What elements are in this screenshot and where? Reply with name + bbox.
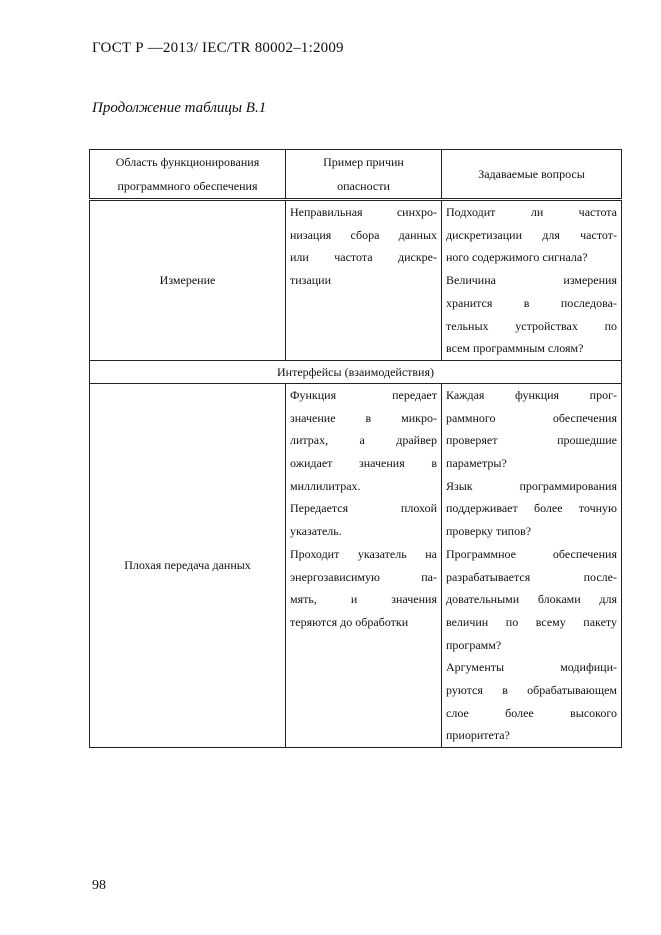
cause-line: Неправильная синхро- [290, 205, 437, 219]
question-line: Величина измерения [446, 273, 617, 288]
question-line: величин по всему пакету [446, 614, 617, 629]
cause-line: указатель. [290, 524, 342, 539]
question-line: довательными блоками для [446, 592, 617, 607]
column-header-area-line-1: Область функционирования [115, 155, 260, 169]
cause-line: миллилитрах. [290, 478, 361, 493]
causes-cell [286, 200, 442, 361]
questions-cell [442, 383, 622, 747]
cause-line: мять, и значения [290, 592, 437, 607]
column-header-causes-line-2: опасности [337, 179, 390, 193]
document-header: ГОСТ Р —2013/ IEC/TR 80002–1:2009 [92, 40, 344, 56]
question-line: раммного обеспечения [446, 410, 617, 425]
question-line: поддерживает более точную [446, 501, 617, 516]
requirements-table [89, 149, 622, 748]
question-line: проверяет прошедшие [446, 433, 617, 448]
question-line: программ? [446, 637, 502, 652]
column-header-causes-line-1: Пример причин [323, 155, 404, 169]
question-line: слое более высокого [446, 705, 617, 720]
causes-cell [286, 383, 442, 747]
area-cell: Плохая передача данных [90, 383, 286, 747]
column-header-questions-line-1: Задаваемые вопросы [478, 167, 585, 181]
question-line: Каждая функция прог- [446, 387, 617, 402]
cause-line: Функция передает [290, 387, 437, 402]
cause-line: или частота дискре- [290, 250, 437, 265]
column-header-causes [286, 150, 442, 200]
question-line: всем программным слоям? [446, 341, 584, 356]
section-row [90, 360, 622, 383]
question-line: руются в обрабатывающем [446, 683, 617, 698]
question-line: Язык программирования [446, 478, 617, 493]
question-line: тельных устройствах по [446, 318, 617, 333]
area-cell: Измерение [90, 200, 286, 361]
question-line: ного содержимого сигнала? [446, 250, 588, 265]
cause-line: энергозависимую па- [290, 569, 437, 584]
section-title: Интерфейсы (взаимодействия) [90, 360, 622, 383]
page-number: 98 [92, 878, 106, 893]
question-line: хранится в последова- [446, 295, 617, 310]
table-row [90, 200, 622, 361]
question-line: параметры? [446, 456, 507, 471]
cause-line: тизации [290, 273, 331, 288]
question-line: Подходит ли частота [446, 205, 617, 219]
column-header-area-line-2: программного обеспечения [117, 179, 258, 193]
cause-line: теряются до обработки [290, 614, 409, 629]
column-header-questions [442, 150, 622, 200]
column-header-area [90, 150, 286, 200]
question-line: Программное обеспечения [446, 546, 617, 561]
cause-line: значение в микро- [290, 410, 437, 425]
cause-line: низация сбора данных [290, 227, 437, 242]
table-continuation-caption: Продолжение таблицы В.1 [92, 100, 267, 116]
cause-line: литрах, а драйвер [290, 433, 437, 448]
question-line: дискретизации для частот- [446, 227, 617, 242]
cause-line: Передается плохой [290, 501, 437, 516]
question-line: Аргументы модифици- [446, 660, 617, 675]
table-row [90, 383, 622, 747]
cause-line: Проходит указатель на [290, 546, 437, 561]
table-header-row [90, 150, 622, 200]
question-line: проверку типов? [446, 524, 532, 539]
question-line: приоритета? [446, 728, 510, 743]
questions-cell [442, 200, 622, 361]
cause-line: ожидает значения в [290, 456, 437, 471]
question-line: разрабатывается после- [446, 569, 617, 584]
